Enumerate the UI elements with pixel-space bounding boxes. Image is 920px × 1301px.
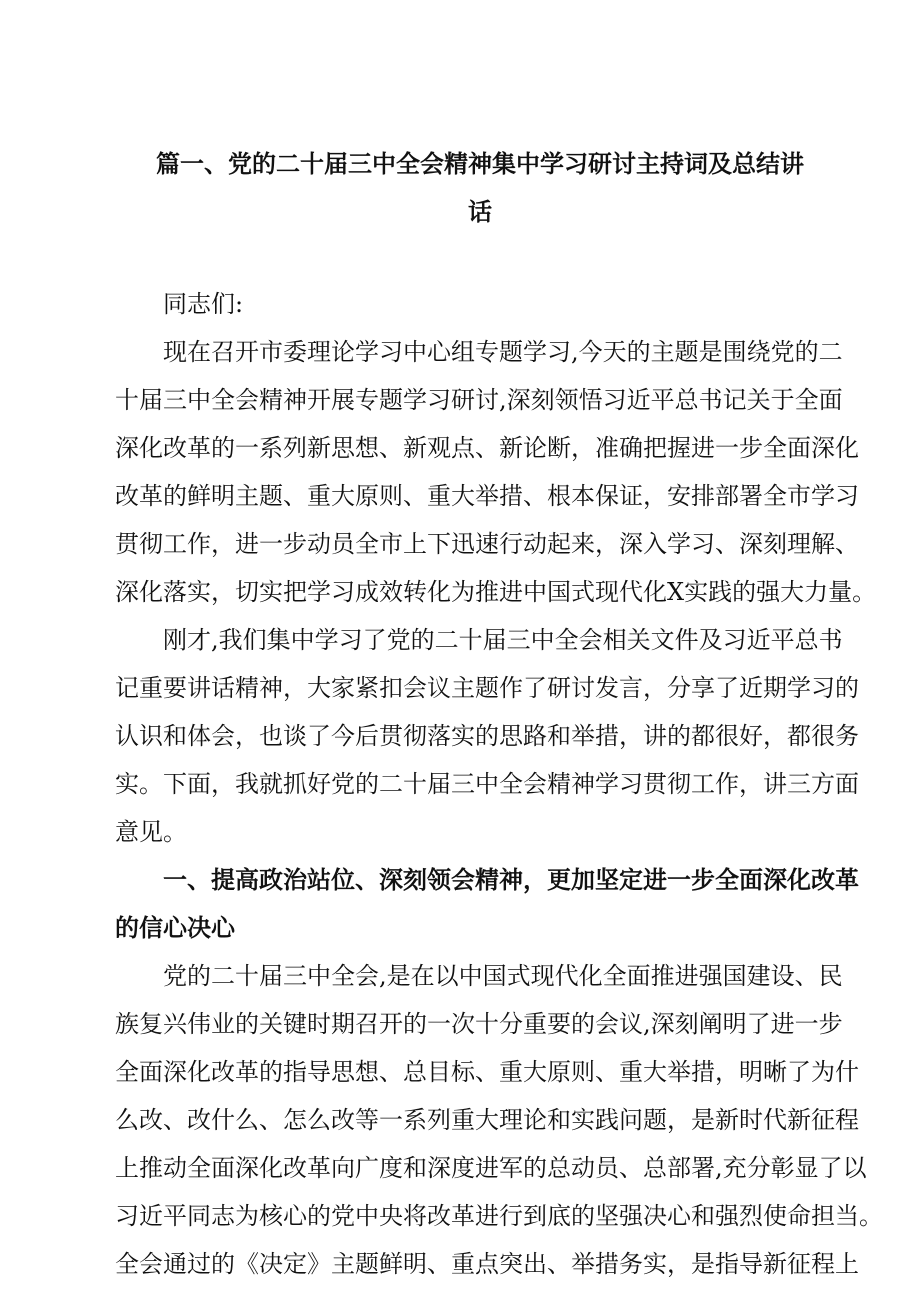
- paragraph-1-line: 改革的鲜明主题、重大原则、重大举措、根本保证，安排部署全市学习: [115, 482, 859, 510]
- paragraph-1-line: 深化落实，切实把学习成效转化为推进中国式现代化X实践的强大力量。: [115, 578, 877, 606]
- document-title-line-1: 篇一、党的二十届三中全会精神集中学习研讨主持词及总结讲: [156, 149, 804, 178]
- paragraph-3-line: 族复兴伟业的关键时期召开的一次十分重要的会议,深刻阐明了进一步: [115, 1010, 843, 1038]
- paragraph-2-line: 认识和体会，也谈了今后贯彻落实的思路和举措，讲的都很好，都很务: [115, 722, 859, 750]
- paragraph-1-line: 贯彻工作，进一步动员全市上下迅速行动起来，深入学习、深刻理解、: [115, 530, 859, 558]
- paragraph-1-line: 深化改革的一系列新思想、新观点、新论断，准确把握进一步全面深化: [115, 434, 859, 462]
- paragraph-2-line: 实。下面，我就抓好党的二十届三中全会精神学习贯彻工作，讲三方面: [115, 770, 859, 798]
- paragraph-1-line: 十届三中全会精神开展专题学习研讨,深刻领悟习近平总书记关于全面: [115, 386, 843, 414]
- paragraph-3-line: 党的二十届三中全会,是在以中国式现代化全面推进强国建设、民: [163, 962, 843, 990]
- paragraph-3-line: 全面深化改革的指导思想、总目标、重大原则、重大举措，明晰了为什: [115, 1058, 859, 1086]
- section-heading-1-line: 的信心决心: [115, 913, 235, 942]
- paragraph-2-line: 刚才,我们集中学习了党的二十届三中全会相关文件及习近平总书: [163, 626, 843, 654]
- greeting: 同志们:: [163, 290, 244, 318]
- section-heading-1-line: 一、提高政治站位、深刻领会精神，更加坚定进一步全面深化改革: [163, 865, 859, 894]
- paragraph-3-line: 么改、改什么、怎么改等一系列重大理论和实践问题，是新时代新征程: [115, 1106, 859, 1134]
- document-title-line-2: 话: [468, 197, 492, 226]
- paragraph-2-line: 记重要讲话精神，大家紧扣会议主题作了研讨发言，分享了近期学习的: [115, 674, 859, 702]
- paragraph-2-line: 意见。: [115, 818, 187, 846]
- paragraph-1-line: 现在召开市委理论学习中心组专题学习,今天的主题是围绕党的二: [163, 338, 843, 366]
- paragraph-3-line: 习近平同志为核心的党中央将改革进行到底的坚强决心和强烈使命担当。: [115, 1202, 883, 1230]
- paragraph-3-line: 全会通过的《决定》主题鲜明、重点突出、举措务实，是指导新征程上: [115, 1250, 859, 1278]
- paragraph-3-line: 上推动全面深化改革向广度和深度进军的总动员、总部署,充分彰显了以: [115, 1154, 867, 1182]
